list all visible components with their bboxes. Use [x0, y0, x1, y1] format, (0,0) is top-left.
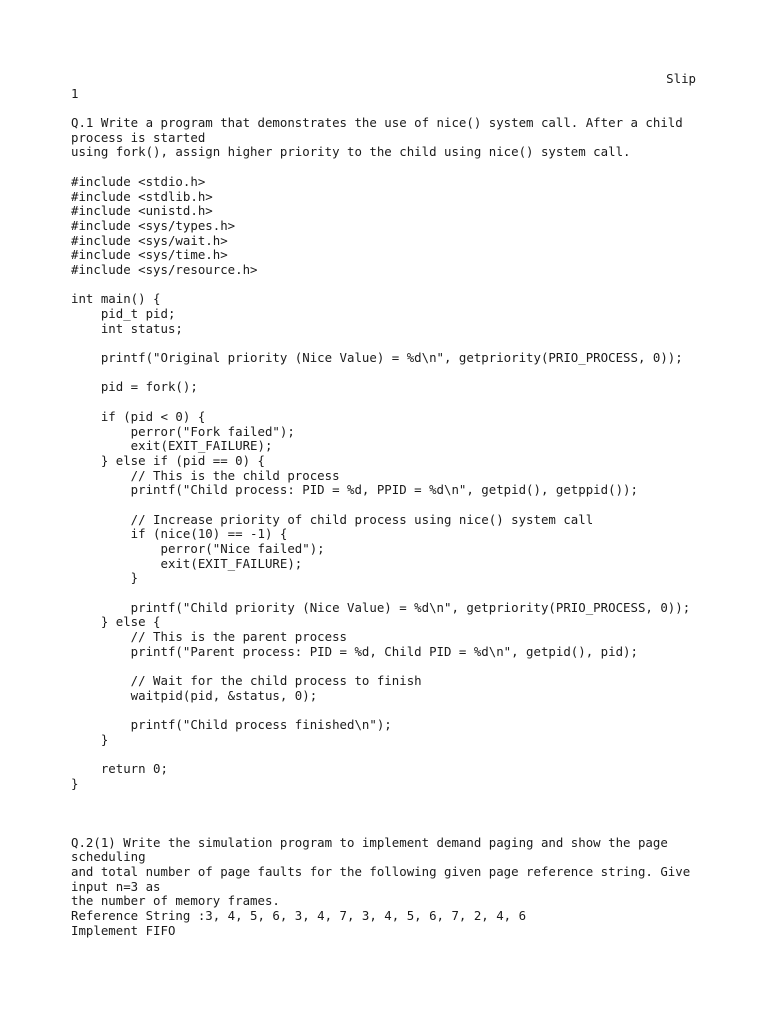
code-line: exit(EXIT_FAILURE);	[71, 438, 273, 454]
code-line: printf("Original priority (Nice Value) = %d\n", getpriority(PRIO_PROCESS, 0));	[71, 350, 683, 366]
include-line: #include <sys/resource.h>	[71, 261, 258, 277]
code-line: exit(EXIT_FAILURE);	[71, 555, 303, 571]
blank-line	[71, 160, 711, 175]
question-1-line: using fork(), assign higher priority to the child using nice() system call.	[71, 144, 631, 160]
document-page	[71, 72, 711, 939]
code-line: // This is the parent process	[71, 629, 348, 645]
reference-string-line: Reference String :3, 4, 5, 6, 3, 4, 7, 3, 4, 5, 6, 7, 2, 4, 6	[71, 908, 527, 924]
code-line: printf("Parent process: PID = %d, Child PID = %d\n", getpid(), pid);	[71, 643, 638, 659]
code-line: perror("Fork failed");	[71, 423, 295, 439]
question-1-text	[71, 116, 711, 160]
question-2-text	[71, 836, 711, 939]
blank-line	[71, 278, 711, 293]
code-line: return 0;	[71, 761, 168, 777]
code-line: if (nice(10) == -1) {	[71, 526, 288, 542]
blank-code-line	[71, 660, 711, 675]
code-line: // Increase priority of child process using nice() system call	[71, 511, 594, 527]
include-line: #include <sys/time.h>	[71, 247, 228, 263]
question-2-line: the number of memory frames.	[71, 893, 280, 909]
blank-code-line	[71, 336, 711, 351]
question-1-line: process is started	[71, 129, 206, 145]
blank-code-line	[71, 395, 711, 410]
slip-label: Slip	[666, 71, 696, 86]
code-line: printf("Child process finished\n");	[71, 717, 392, 733]
code-line: pid = fork();	[71, 379, 198, 395]
code-line: } else if (pid == 0) {	[71, 452, 265, 468]
blank-code-line	[71, 586, 711, 601]
code-block	[71, 292, 711, 791]
question-2-line: input n=3 as	[71, 878, 161, 894]
question-2-line: Implement FIFO	[71, 922, 176, 938]
code-line: waitpid(pid, &status, 0);	[71, 687, 318, 703]
blank-code-line	[71, 498, 711, 513]
code-line: int main() {	[71, 291, 161, 307]
question-2-line: and total number of page faults for the following given page reference string. Give	[71, 864, 691, 880]
code-line: pid_t pid;	[71, 306, 176, 321]
code-line: printf("Child priority (Nice Value) = %d\n", getpriority(PRIO_PROCESS, 0));	[71, 599, 691, 615]
blank-code-line	[71, 366, 711, 381]
include-line: #include <stdlib.h>	[71, 188, 213, 204]
code-line: int status;	[71, 320, 183, 336]
section-gap	[71, 792, 711, 836]
code-line: printf("Child process: PID = %d, PPID = %d\n", getpid(), getppid());	[71, 482, 638, 498]
question-2-line: Q.2(1) Write the simulation program to implement demand paging and show the page	[71, 834, 668, 850]
code-line: if (pid < 0) {	[71, 408, 206, 424]
code-line: }	[71, 731, 109, 747]
include-line: #include <unistd.h>	[71, 203, 213, 219]
question-2-line: scheduling	[71, 849, 146, 865]
include-line: #include <sys/types.h>	[71, 217, 236, 233]
code-line: perror("Nice failed");	[71, 541, 325, 556]
blank-line	[71, 101, 711, 116]
code-line: // This is the child process	[71, 467, 340, 483]
code-line: }	[71, 776, 79, 791]
code-line: } else {	[71, 614, 161, 630]
code-line: }	[71, 570, 139, 586]
include-block	[71, 175, 711, 278]
slip-number: 1	[71, 85, 79, 101]
include-line: #include <sys/wait.h>	[71, 232, 228, 248]
question-1-line: Q.1 Write a program that demonstrates the use of nice() system call. After a child	[71, 115, 683, 131]
blank-code-line	[71, 748, 711, 763]
include-line: #include <stdio.h>	[71, 173, 206, 189]
blank-code-line	[71, 704, 711, 719]
code-line: // Wait for the child process to finish	[71, 673, 422, 689]
